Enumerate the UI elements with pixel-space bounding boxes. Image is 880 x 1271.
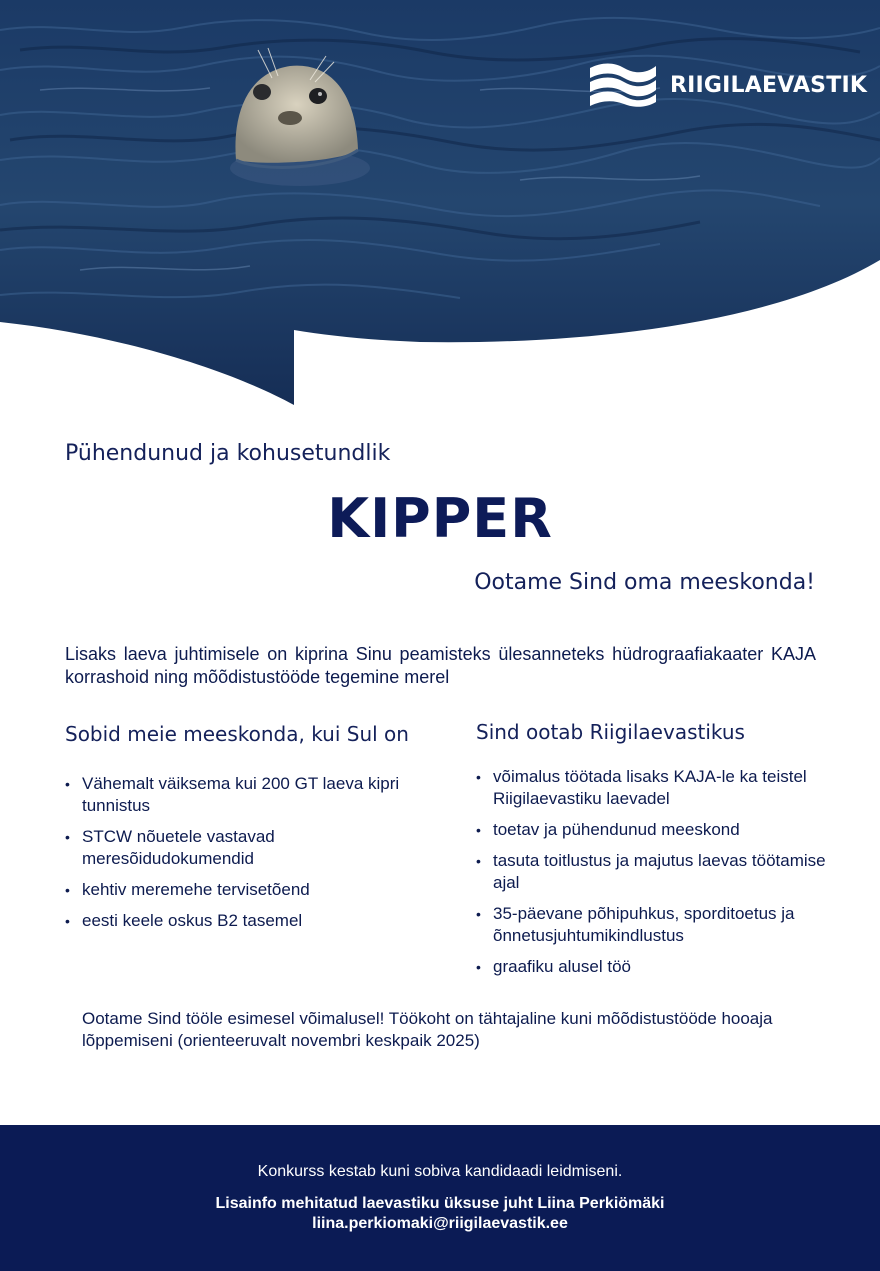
flag-wave-icon bbox=[588, 62, 658, 108]
list-item: • eesti keele oskus B2 tasemel bbox=[65, 911, 303, 930]
bullet-icon: • bbox=[476, 959, 481, 975]
job-subtitle: Pühendunud ja kohusetundlik bbox=[65, 441, 391, 466]
list-item: • tasuta toitlustus ja majutus laevas töötamise ajal bbox=[476, 851, 826, 892]
brand-name: RIIGILAEVASTIK bbox=[670, 72, 868, 98]
list-item: • STCW nõuetele vastavad meresõidudokumendid bbox=[65, 827, 275, 868]
footer bbox=[0, 1125, 880, 1271]
bullet-icon: • bbox=[65, 882, 70, 898]
bullet-icon: • bbox=[65, 829, 70, 845]
footer-contact-person: Lisainfo mehitatud laevastiku üksuse juht Liina Perkiömäki bbox=[215, 1195, 665, 1212]
footer-competition-note: Konkurss kestab kuni sobiva kandidaadi leidmiseni. bbox=[257, 1163, 623, 1180]
closing-paragraph: Ootame Sind tööle esimesel võimalusel! Töökoht on tähtajaline kuni mõõdistustööde hooaja lõppemiseni (orienteeruvalt novembri keskpaik 2025) bbox=[82, 1009, 773, 1050]
benefits-heading: Sind ootab Riigilaevastikus bbox=[476, 720, 745, 744]
brand-logo bbox=[588, 62, 867, 108]
list-item: • 35-päevane põhipuhkus, sporditoetus ja õnnetusjuhtumikindlustus bbox=[476, 904, 795, 945]
bullet-icon: • bbox=[476, 853, 481, 869]
tagline: Ootame Sind oma meeskonda! bbox=[474, 570, 815, 595]
list-item: • toetav ja pühendunud meeskond bbox=[476, 820, 740, 839]
requirements-list bbox=[65, 773, 435, 941]
footer-contact-email[interactable]: liina.perkiomaki@riigilaevastik.ee bbox=[312, 1215, 568, 1232]
bullet-icon: • bbox=[65, 913, 70, 929]
hero-image bbox=[0, 0, 880, 410]
bullet-icon: • bbox=[476, 822, 481, 838]
list-item: • võimalus töötada lisaks KAJA-le ka teistel Riigilaevastiku laevadel bbox=[476, 767, 807, 808]
bullet-icon: • bbox=[476, 769, 481, 785]
list-item: • graafiku alusel töö bbox=[476, 957, 631, 976]
bullet-icon: • bbox=[476, 906, 481, 922]
intro-paragraph: Lisaks laeva juhtimisele on kiprina Sinu peamisteks ülesanneteks hüdrograafiakaater KAJA korrashoid ning mõõdistustööde tegemine merel bbox=[65, 644, 816, 687]
list-item: • kehtiv meremehe tervisetõend bbox=[65, 880, 310, 899]
benefits-list bbox=[476, 766, 846, 987]
list-item: • Vähemalt väiksema kui 200 GT laeva kipri tunnistus bbox=[65, 774, 400, 815]
requirements-heading: Sobid meie meeskonda, kui Sul on bbox=[65, 722, 409, 746]
bullet-icon: • bbox=[65, 776, 70, 792]
job-title: KIPPER bbox=[327, 487, 553, 550]
